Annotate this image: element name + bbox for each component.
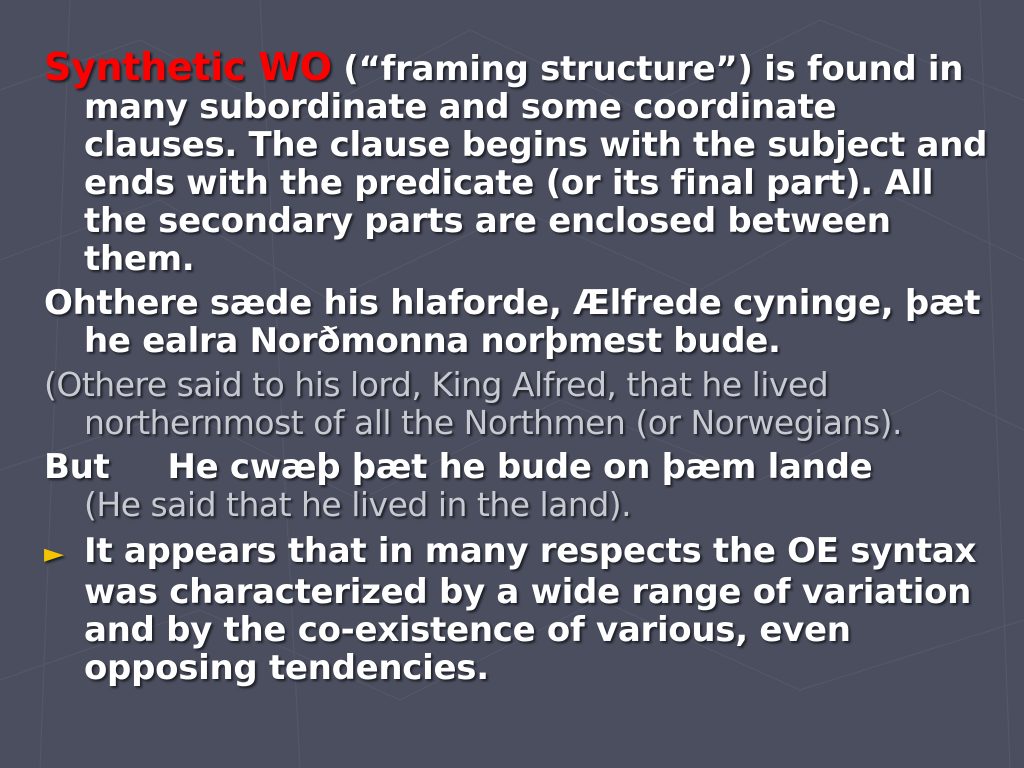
but-label: But bbox=[44, 447, 110, 487]
paragraph-synthetic-wo bbox=[44, 45, 994, 279]
example-2-translation: (He said that he lived in the land). bbox=[84, 485, 632, 524]
example-1-text: Ohthere sæde his hlaforde, Ælfrede cyninge, þæt he ealra Norðmonna norþmest bude. bbox=[44, 283, 981, 361]
paragraph-text: (“framing structure”) is found in many subordinate and some coordinate clauses. The clause begins with the subject and ends with the predicate (or its final part). All the secondary parts are enclosed between them. bbox=[84, 49, 988, 279]
example-2 bbox=[44, 448, 994, 524]
example-1-translation-text: (Othere said to his lord, King Alfred, that he lived northernmost of all the Northmen (or Norwegians). bbox=[44, 365, 902, 442]
triangle-right-icon: ► bbox=[44, 539, 64, 569]
slide-content bbox=[44, 45, 994, 693]
example-1-old-english bbox=[44, 284, 994, 360]
example-1-translation bbox=[44, 366, 994, 442]
example-2-text: He cwæþ þæt he bude on þæm lande bbox=[167, 447, 873, 487]
bullet-item bbox=[44, 532, 994, 687]
heading-red: Synthetic WO bbox=[44, 45, 332, 89]
bullet-text: It appears that in many respects the OE syntax was characterized by a wide range of variation and by the co-existence of various, even opposing tendencies. bbox=[84, 531, 977, 688]
